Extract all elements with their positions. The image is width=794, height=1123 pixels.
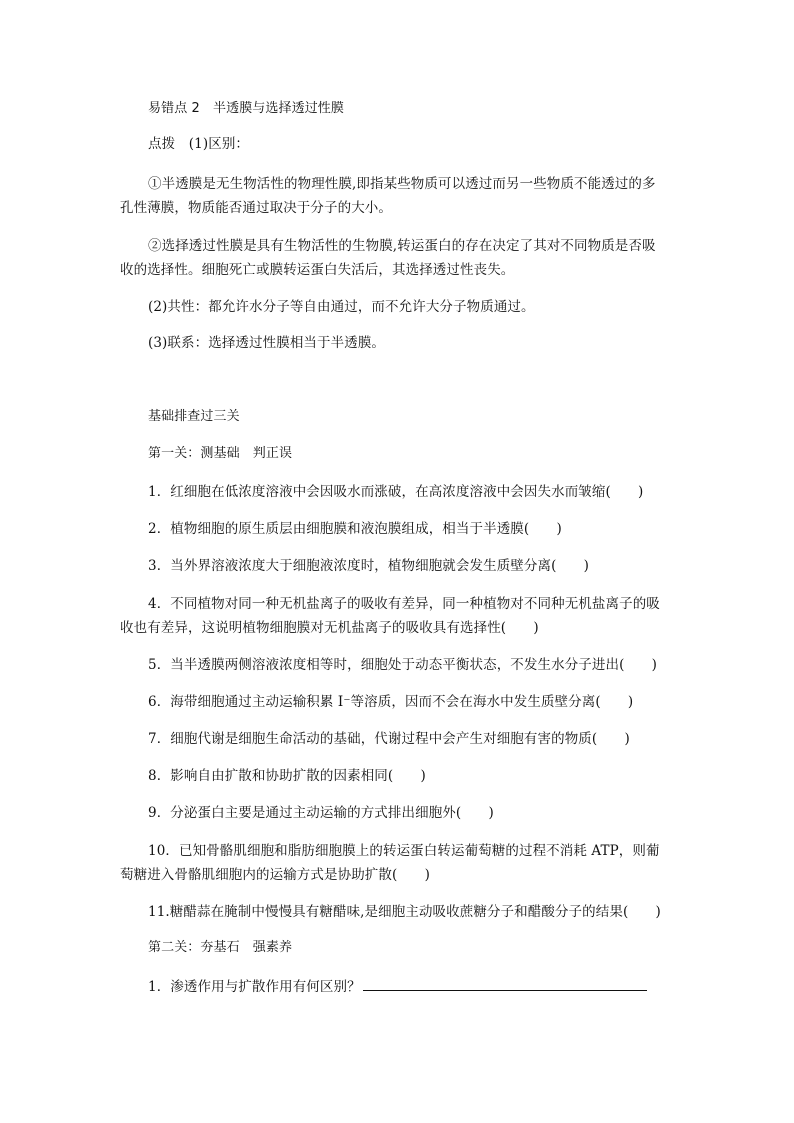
section-title-error-point-2: 易错点 2 半透膜与选择透过性膜 (148, 101, 345, 116)
question-2: 2．植物细胞的原生质层由细胞膜和液泡膜组成，相当于半透膜( ) (148, 521, 562, 537)
question-4-line2: 收也有差异，这说明植物细胞膜对无机盐离子的吸收具有选择性( ) (120, 620, 539, 636)
question-9: 9．分泌蛋白主要是通过主动运输的方式排出细胞外( ) (148, 805, 494, 821)
question-7: 7．细胞代谢是细胞生命活动的基础，代谢过程中会产生对细胞有害的物质( ) (148, 731, 630, 747)
paragraph-selective-line1: ②选择透过性膜是具有生物活性的生物膜,转运蛋白的存在决定了其对不同物质是否吸 (148, 238, 656, 254)
question-8: 8．影响自由扩散和协助扩散的因素相同( ) (148, 768, 426, 784)
level2-question-1-text: 1．渗透作用与扩散作用有何区别？ (148, 979, 361, 995)
paragraph-semipermeable-line2: 孔性薄膜，物质能否通过取决于分子的大小。 (120, 200, 392, 216)
level1-title: 第一关：测基础 判正误 (148, 446, 293, 461)
paragraph-semipermeable-line1: ①半透膜是无生物活性的物理性膜,即指某些物质可以透过而另一些物质不能透过的多 (148, 176, 656, 192)
paragraph-commonality: (2)共性：都允许水分子等自由通过，而不允许大分子物质通过。 (148, 299, 535, 315)
question-10-line1: 10．已知骨骼肌细胞和脂肪细胞膜上的转运蛋白转运葡萄糖的过程不消耗 ATP，则葡 (148, 843, 660, 859)
question-6: 6．海带细胞通过主动运输积累 I⁻等溶质，因而不会在海水中发生质壁分离( ) (148, 694, 634, 710)
answer-blank[interactable] (363, 976, 647, 991)
level2-question-1 (148, 976, 647, 997)
question-5: 5．当半透膜两侧溶液浓度相等时，细胞处于动态平衡状态，不发生水分子进出( ) (148, 657, 658, 673)
question-3: 3．当外界溶液浓度大于细胞液浓度时，植物细胞就会发生质壁分离( ) (148, 558, 590, 574)
question-10-line2: 萄糖进入骨骼肌细胞内的运输方式是协助扩散( ) (120, 867, 430, 883)
paragraph-selective-line2: 收的选择性。细胞死亡或膜转运蛋白失活后，其选择透过性丧失。 (120, 262, 515, 278)
paragraph-relation: (3)联系：选择透过性膜相当于半透膜。 (148, 335, 386, 351)
question-4-line1: 4．不同植物对同一种无机盐离子的吸收有差异，同一种植物对不同种无机盐离子的吸 (148, 596, 660, 612)
section-title-basic-check: 基础排查过三关 (148, 409, 240, 424)
question-1: 1．红细胞在低浓度溶液中会因吸水而涨破，在高浓度溶液中会因失水而皱缩( ) (148, 484, 644, 500)
hint-label: 点拨 (1)区别： (148, 136, 250, 152)
level2-title: 第二关：夯基石 强素养 (148, 940, 293, 955)
question-11: 11.糖醋蒜在腌制中慢慢具有糖醋味,是细胞主动吸收蔗糖分子和醋酸分子的结果( ) (148, 904, 661, 920)
